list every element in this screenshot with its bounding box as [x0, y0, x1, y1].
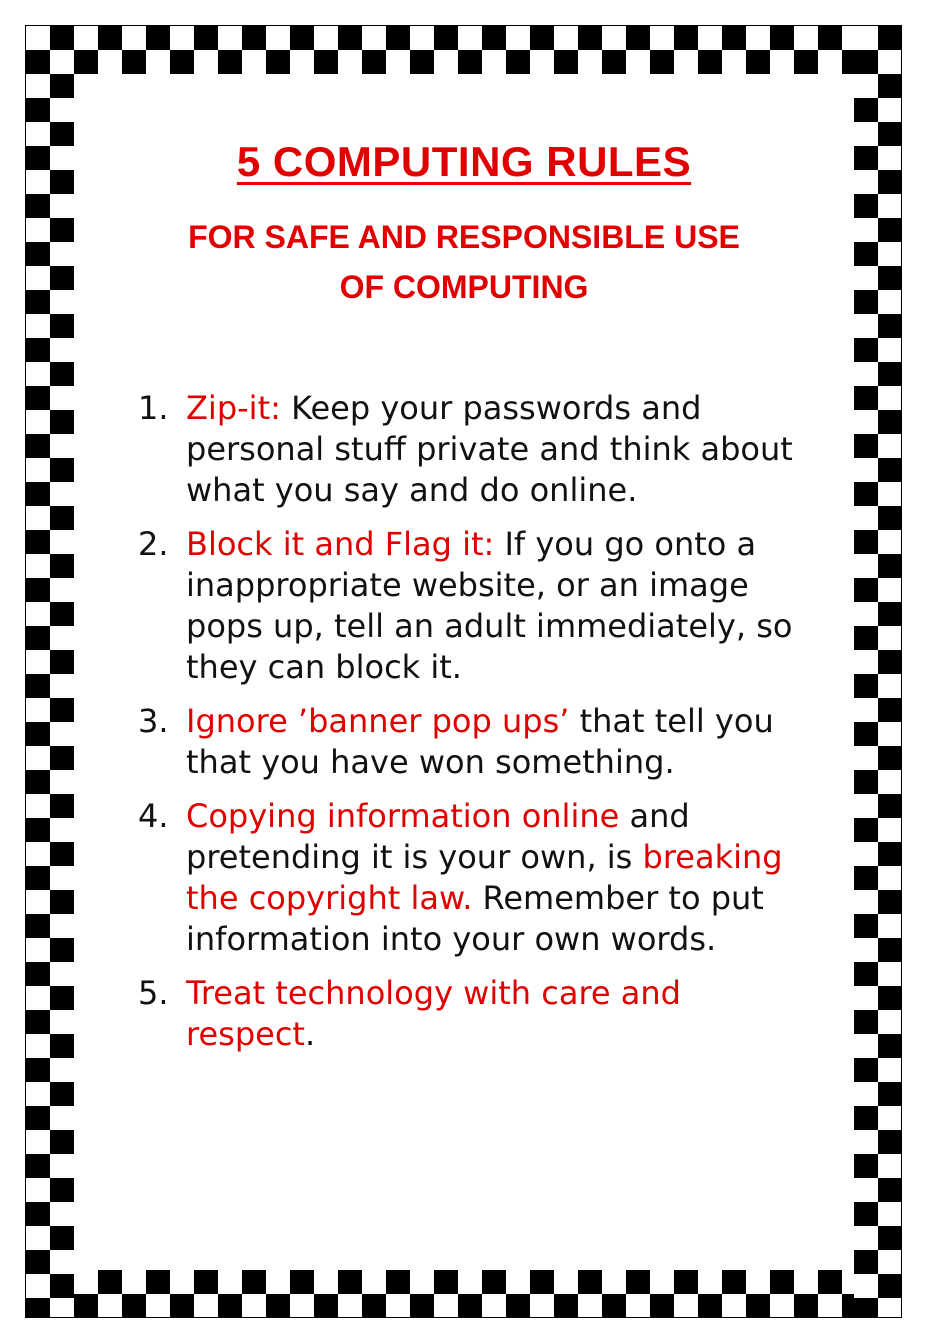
checkered-border-left — [26, 26, 74, 1318]
rule-number: 1. — [138, 389, 169, 427]
rule-number: 4. — [138, 797, 169, 835]
rules-list — [138, 388, 798, 1068]
rule-item — [138, 388, 798, 511]
rule-highlight-2: breaking the copyright law. — [186, 838, 783, 917]
rule-text: . — [304, 1015, 316, 1053]
rule-text-2: Remember to put information into your own words. — [186, 879, 764, 958]
rule-highlight: Zip-it: — [186, 389, 281, 427]
rule-item — [138, 796, 798, 960]
rule-text: that tell you that you have won something. — [186, 702, 774, 781]
rule-number: 3. — [138, 702, 169, 740]
rule-text: and pretending it is your own, is — [186, 797, 690, 876]
rule-highlight: Block it and Flag it: — [186, 525, 495, 563]
rule-item — [138, 973, 798, 1055]
rule-text: If you go onto a inappropriate website, or an image pops up, tell an adult immediately, so they can block it. — [186, 525, 793, 686]
rule-highlight: Copying information online — [186, 797, 620, 835]
rule-highlight: Ignore ’banner pop ups’ — [186, 702, 570, 740]
poster-subtitle — [74, 212, 854, 312]
checkered-border-top — [26, 26, 902, 74]
rule-item — [138, 524, 798, 688]
checkered-border-bottom — [26, 1270, 902, 1318]
rule-number: 5. — [138, 974, 169, 1012]
poster-content — [74, 74, 854, 1270]
rule-item — [138, 701, 798, 783]
rule-text: Keep your passwords and personal stuff private and think about what you say and do online. — [186, 389, 793, 509]
rule-number: 2. — [138, 525, 169, 563]
poster-title: 5 COMPUTING RULES — [236, 138, 692, 185]
rule-highlight: Treat technology with care and respect — [186, 974, 681, 1053]
subtitle-line-2: OF COMPUTING — [339, 269, 589, 305]
subtitle-line-1: FOR SAFE AND RESPONSIBLE USE — [188, 219, 740, 255]
checkered-border-right — [854, 26, 902, 1318]
